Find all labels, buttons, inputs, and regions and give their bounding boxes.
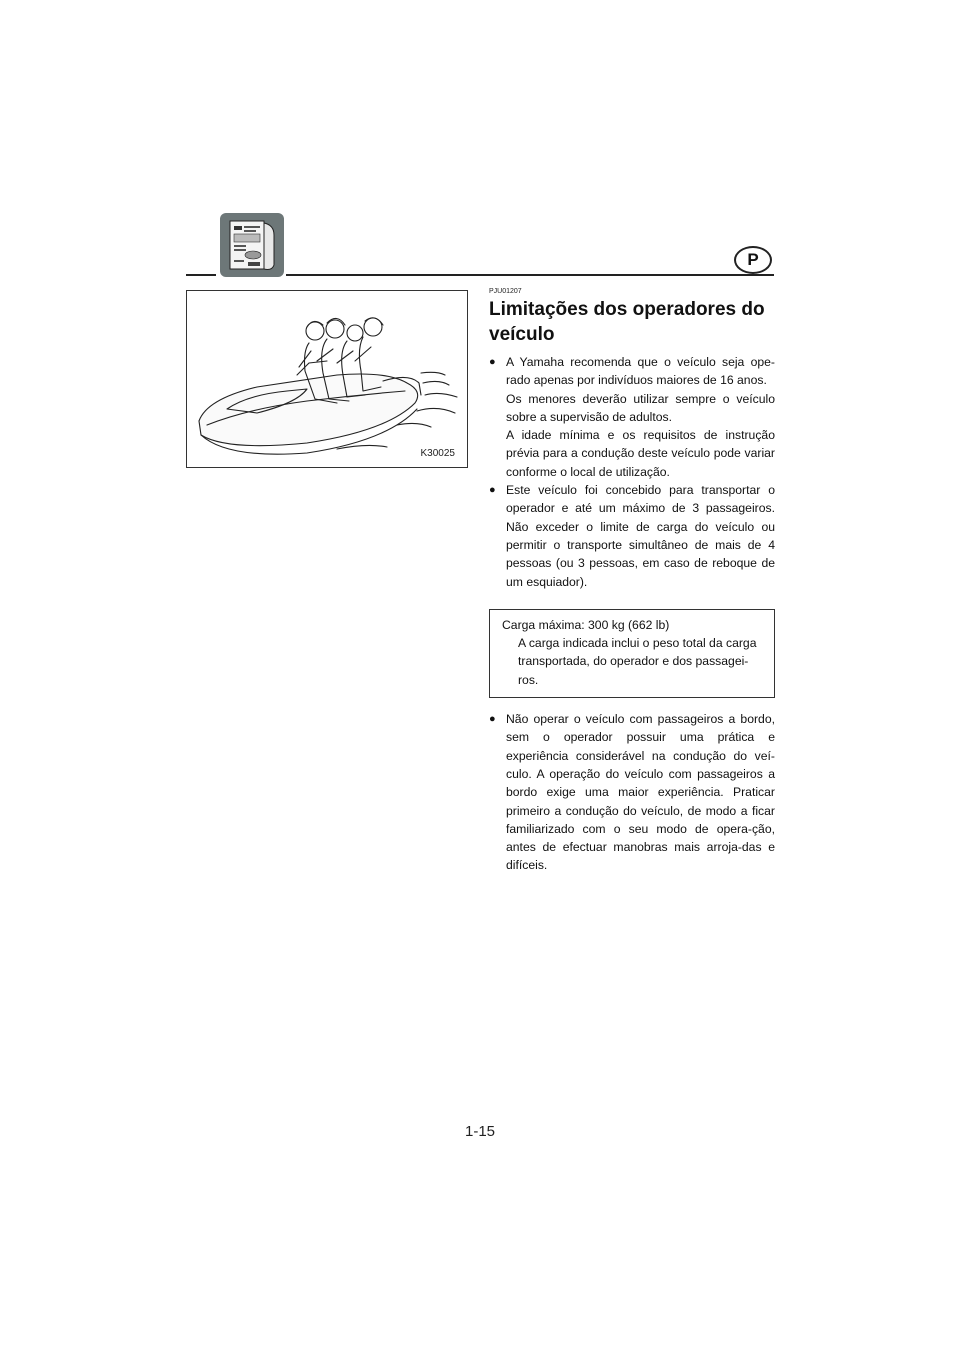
watercraft-riders-illustration	[187, 291, 467, 467]
bullet-paragraph: A Yamaha recomenda que o veículo seja ope-rado apenas por indivíduos maiores de 16 anos.	[506, 355, 775, 388]
bullet-paragraph: A idade mínima e os requisitos de instrução prévia para a condução deste veículo pode variar conforme o local de utilização.	[506, 428, 775, 479]
section-title: Limitações dos operadores do veículo	[489, 299, 765, 345]
bullet-icon: ●	[489, 356, 496, 368]
figure-code: K30025	[420, 448, 455, 459]
bullet-item	[489, 353, 775, 481]
bullet-icon: ●	[489, 484, 496, 497]
max-load-note	[489, 609, 775, 698]
figure-watercraft	[186, 290, 468, 468]
owners-manual-icon	[220, 213, 284, 277]
bullet-item	[489, 481, 775, 591]
header-rule-left	[186, 274, 216, 276]
bullet-paragraph: Este veículo foi concebido para transportar o operador e até um máximo de 3 passageiros. Não exceder o limite de carga do veículo ou permitir o transporte simultâneo de mais de 4 pessoas (ou 3 pessoas, em caso de reboque de um esquiador).	[506, 483, 775, 589]
section-ref-code: PJU01207	[489, 288, 522, 295]
max-load-detail: A carga indicada inclui o peso total da carga transportada, do operador e dos passagei-ros.	[518, 636, 757, 687]
bullet-paragraph: Não operar o veículo com passageiros a bordo, sem o operador possuir uma prática e experiência considerável na condução do veí-culo. A operação do veículo com passageiros a bordo exige uma maior experiência. Praticar primeiro a condução do veículo, de modo a ficar familiarizado com o seu modo de opera-ção, antes de efectuar manobras mais arroja-das e difíceis.	[506, 712, 775, 873]
text-column	[489, 288, 775, 875]
language-badge: P	[734, 246, 772, 274]
bullet-item	[489, 710, 775, 875]
bullet-paragraph: Os menores deverão utilizar sempre o veículo sobre a supervisão de adultos.	[506, 391, 775, 424]
bullet-icon: ●	[489, 713, 496, 726]
max-load-line: Carga máxima: 300 kg (662 lb)	[502, 617, 670, 632]
page-number: 1-15	[464, 1123, 496, 1140]
header-rule-right	[286, 274, 774, 276]
